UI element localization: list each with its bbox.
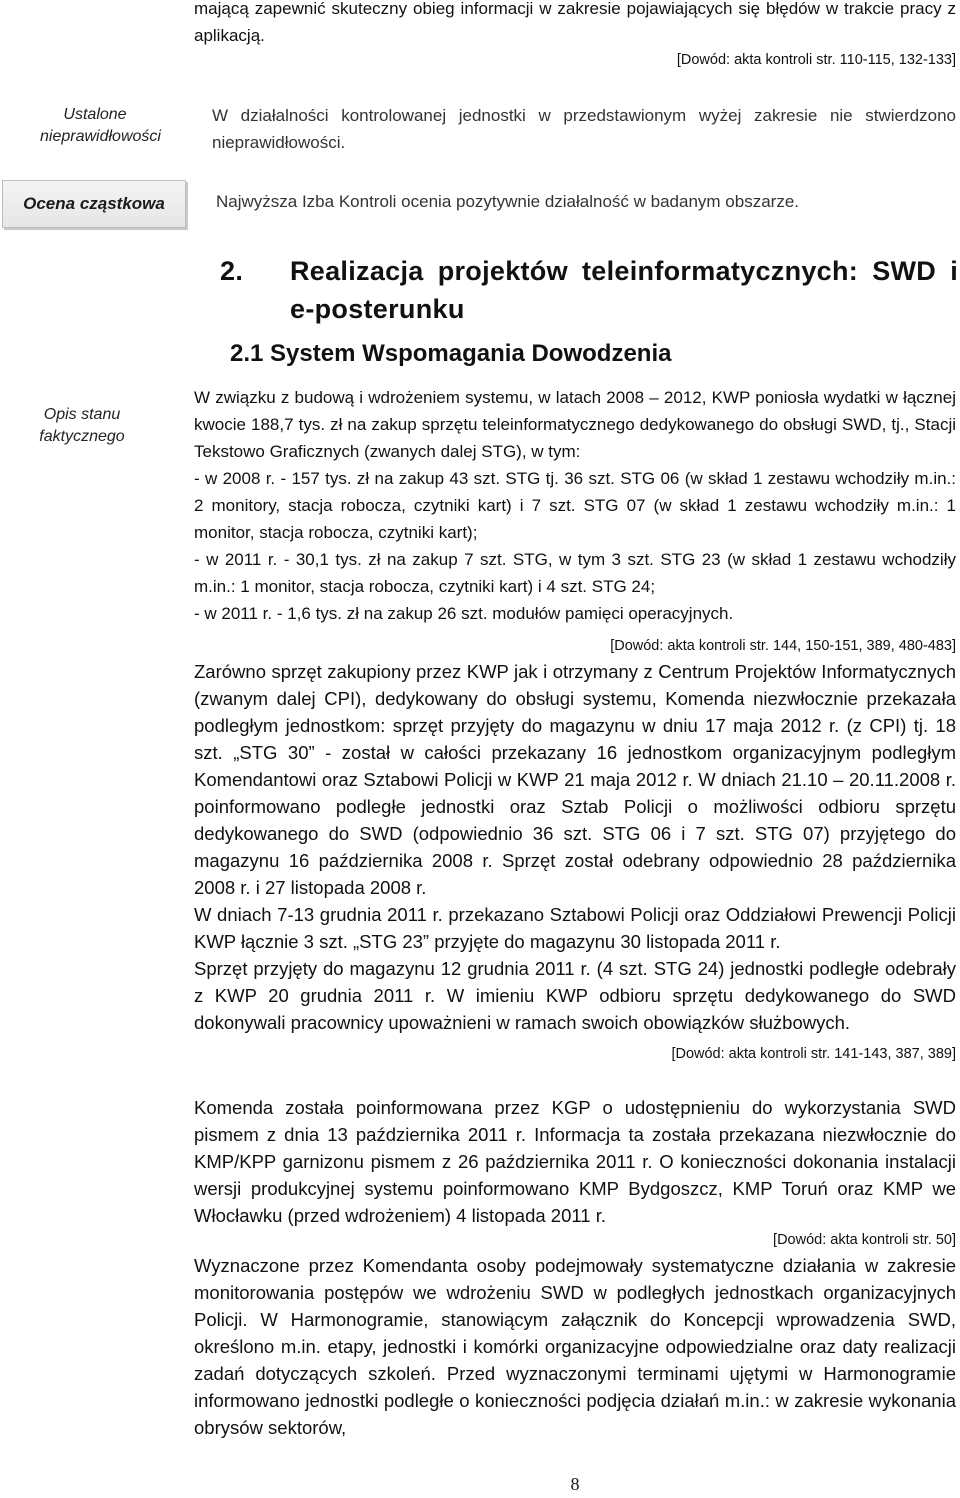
partial-assessment-label: Ocena cząstkowa	[2, 180, 186, 228]
section-number: 2.	[220, 256, 244, 286]
evidence-reference: [Dowód: akta kontroli str. 144, 150-151, 389, 480-483]	[610, 638, 956, 654]
facts-label: Opis stanu faktycznego	[39, 406, 125, 445]
equipment-transfer-block	[194, 658, 956, 1036]
paragraph: Sprzęt przyjęty do magazynu 12 grudnia 2011 r. (4 szt. STG 24) jednostki podległe odebrały z KWP 20 grudnia 2011 r. W imieniu KWP odbioru sprzętu dedykowanego do SWD dokonywali pracownicy upoważnieni w ramach swoich obowiązków służbowych.	[194, 958, 956, 1033]
evidence-reference: [Dowód: akta kontroli str. 141-143, 387, 389]	[671, 1046, 956, 1062]
paragraph: W dniach 7-13 grudnia 2011 r. przekazano Sztabowi Policji oraz Oddziałowi Prewencji Policji KWP łącznie 3 szt. „STG 23” przyjęte do magazynu 30 listopada 2011 r.	[194, 904, 956, 952]
continuation-text: mającą zapewnić skuteczny obieg informacji w zakresie pojawiających się błędów w trakcie pracy z aplikacją.	[194, 0, 956, 45]
list-item: - w 2011 r. - 1,6 tys. zł na zakup 26 szt. modułów pamięci operacyjnych.	[194, 604, 734, 623]
partial-assessment-text: Najwyższa Izba Kontroli ocenia pozytywnie działalność w badanym obszarze.	[216, 192, 800, 211]
paragraph: Zarówno sprzęt zakupiony przez KWP jak i otrzymany z Centrum Projektów Informatycznych (zwanym dalej CPI), dedykowany do obsługi systemu, Komenda niezwłocznie przekazała podległym jednostkom: sprzęt przyjęty do magazynu w dniu 17 maja 2012 r. (z CPI) tj. 18 szt. „STG 30” - został w całości przekazany 16 jednostkom organizacyjnym podległym Komendantowi oraz Sztabowi Policji w KWP 21 maja 2012 r. W dniach 21.10 – 20.11.2008 r. poinformowano podległe jednostki oraz Sztab Policji o możliwości odbioru sprzętu dedykowanego do SWD (odpowiednio 36 szt. STG 06 i 7 szt. STG 07) przyjętego do magazynu 16 października 2008 r. Sprzęt został odebrany odpowiednio 28 października 2008 r. i 27 listopada 2008 r.	[194, 661, 956, 898]
list-item: - w 2008 r. - 157 tys. zł na zakup 43 szt. STG tj. 36 szt. STG 06 (w skład 1 zestawu wchodziły m.in.: 2 monitory, stacja robocza, czytniki kart) i 7 szt. STG 07 (w skład 1 zestawu wchodziły m.in.: 1 monitor, stacja robocza, czytniki kart);	[194, 469, 956, 542]
list-item: - w 2011 r. - 30,1 tys. zł na zakup 7 szt. STG, w tym 3 szt. STG 23 (w skład 1 zestawu wchodziły m.in.: 1 monitor, stacja robocza, czytniki kart) i 4 szt. STG 24;	[194, 550, 956, 596]
subsection-title: System Wspomagania Dowodzenia	[270, 340, 672, 367]
irregularities-text: W działalności kontrolowanej jednostki w przedstawionym wyżej zakresie nie stwierdzono nieprawidłowości.	[212, 106, 956, 152]
evidence-reference: [Dowód: akta kontroli str. 50]	[773, 1232, 956, 1248]
paragraph: W związku z budową i wdrożeniem systemu, w latach 2008 – 2012, KWP poniosła wydatki w łącznej kwocie 188,7 tys. zł na zakup sprzętu teleinformatycznego dedykowanego do obsługi SWD, tj., Stacji Tekstowo Graficznych (zwanych dalej STG), w tym:	[194, 388, 956, 461]
page-number: 8	[570, 1474, 580, 1494]
section-heading	[220, 252, 958, 328]
expenditure-block	[194, 384, 956, 627]
subsection-number: 2.1	[230, 340, 264, 367]
evidence-reference: [Dowód: akta kontroli str. 110-115, 132-133]	[676, 52, 956, 68]
irregularities-label: Ustalone nieprawidłowości	[40, 106, 161, 145]
subsection-heading	[230, 338, 950, 370]
paragraph: Wyznaczone przez Komendanta osoby podejmowały systematyczne działania w zakresie monitorowania postępów we wdrożeniu SWD w podległych jednostkach organizacyjnych Policji. W Harmonogramie, stanowiącym załącznik do Koncepcji wprowadzenia SWD, określono m.in. etapy, jednostki i komórki organizacyjne odpowiedzialne oraz daty realizacji zadań dotyczących szkoleń. Przed wyznaczonymi terminami ujętymi w Harmonogramie informowano jednostki podległe o konieczności podjęcia działań m.in.: w zakresie wykonania obrysów sektorów,	[194, 1255, 956, 1438]
paragraph: Komenda została poinformowana przez KGP o udostępnieniu do wykorzystania SWD pismem z dnia 13 października 2011 r. Informacja ta została przekazana niezwłocznie do KMP/KPP garnizonu pismem z 26 października 2011 r. O konieczności dokonania instalacji wersji produkcyjnej systemu poinformowano KMP Bydgoszcz, KMP Toruń oraz KMP we Włocławku (przed wdrożeniem) 4 listopada 2011 r.	[194, 1097, 956, 1226]
section-title: Realizacja projektów teleinformatycznych: SWD i e-posterunku	[290, 256, 958, 324]
